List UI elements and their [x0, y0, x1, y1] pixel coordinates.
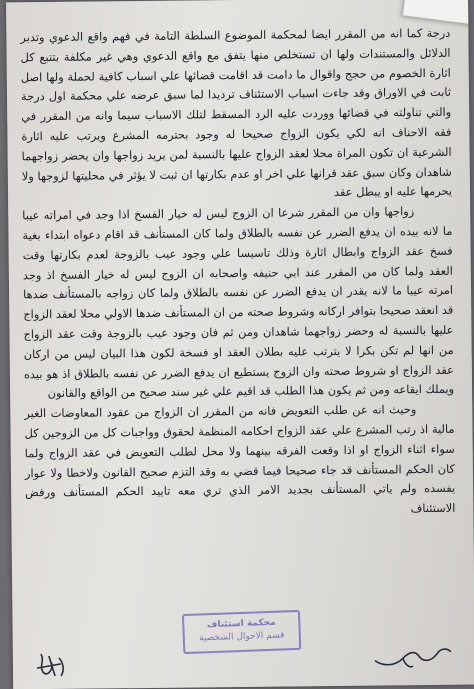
folded-corner [403, 0, 474, 24]
signature-right-icon [373, 638, 453, 673]
paragraph-3: وحيث انه عن طلب التعويض فانه من المقرر ان الزواج من عقود المعاوضات الغير مالية اذ رتب المشرع علي عقد الزواج احكامه المنظمة لحقوق وواجبات كل من الزوجين كل سواء اثناء الزواج او اذا وقعت الفرقه بينهما ولا محل لطلب التعويض في عقد الزواج ولما كان الحكم المستأنف قد جاء صحيحا فيما قضي به وقد التزم صحيح القانون ولاخطا ولا عوار يفسده ولم ياتي المستأنف بجديد الامر الذي تري معه تاييد الحكم المستأنف ورفض الاستئناف [24, 402, 456, 516]
court-stamp [182, 610, 301, 654]
signature-left-icon [35, 650, 75, 680]
document-body [20, 24, 455, 523]
stamp-line-2: قسم الاحوال الشخصية [198, 630, 285, 644]
paragraph-1: درجة كما انه من المقرر ايضا لمحكمة الموضوع السلطة التامة في فهم واقع الدعوي وتدبر الدلائل والمستندات ولها ان تستخلص منها يتفق مع واقع الدعوي وهي غير مكلفة بتتبع كل اثارة الخصوم من حجج واقوال ما دامت قد اقامت قضائها علي اسباب كافية لحملة ولها اصل ثابت في الاوراق وقد جاءت اسباب الاستئناف ترديدا لما سبق عرضه علي محكمة اول درجة والتي تناولته في قضائها ووردت عليه الرد المسقط لتلك الاسباب سيما وانه من المقرر في فقه الاحناف انه لكي يكون الزواج صحيحا له وجود بحترمه المشرع ويرتب عليه اثارة الشرعية ان تكون المراة محلا لعقد الزواج عليها بالنسبة لمن يريد زواجها وان يحضر زواجهما شاهدان وكان سبق عقد قرانها علي اخر او عدم بكارتها ان ثبت لا يؤثر في محليتها لزوجها ولا يحرمها عليه او يبطل عقد [20, 25, 453, 200]
paragraph-2: زواجها وان من المقرر شرعا ان الزوج ليس له خيار الفسخ اذا وجد في امراته عيبا ما لانه بيده ان يدفع الضرر عن نفسه بالطلاق ولما كان المستأنف قد اقام دعواه ابتداء بغية فسخ عقد الزواج وابطال اثارة وذلك تاسيسا علي وجود عيب بالزوجة لعدم بكارتها وقت العقد ولما كان من المقرر عند ابي حنيفه واصحابه ان الزوج ليس له خيار الفسخ اذ وجد امرته عيبا ما لانه يقدر ان يدفع الضرر عن نفسه بالطلاق ولما كان زواجه بالمستأنف ضدها قد انعقد صحيحا بتوافر اركانه وشروط صحته من ان المستأنف ضدها الاولي محلا لعقد الزواج عليها بالنسبة له وحضر زواجهما شاهدان ومن ثم فان وجود عيب بالزوجة وقت عقد الزواج من انها لم تكن بكرا لا يترتب عليه بطلان العقد او فسخة لكون هذا البيان ليس من اركان عقد الزواج او شروط صحته وان الزوج يستطيع ان يدفع الضرر عن نفسه بالطلاق اذ هو بيده ويملك ايقاعه ومن ثم يكون هذا الطلب قد اقيم علي غير سند صحيح من الواقع والقانون [22, 204, 455, 401]
document-page [6, 0, 474, 689]
stamp-line-1: محكمة استئناف [206, 617, 276, 631]
